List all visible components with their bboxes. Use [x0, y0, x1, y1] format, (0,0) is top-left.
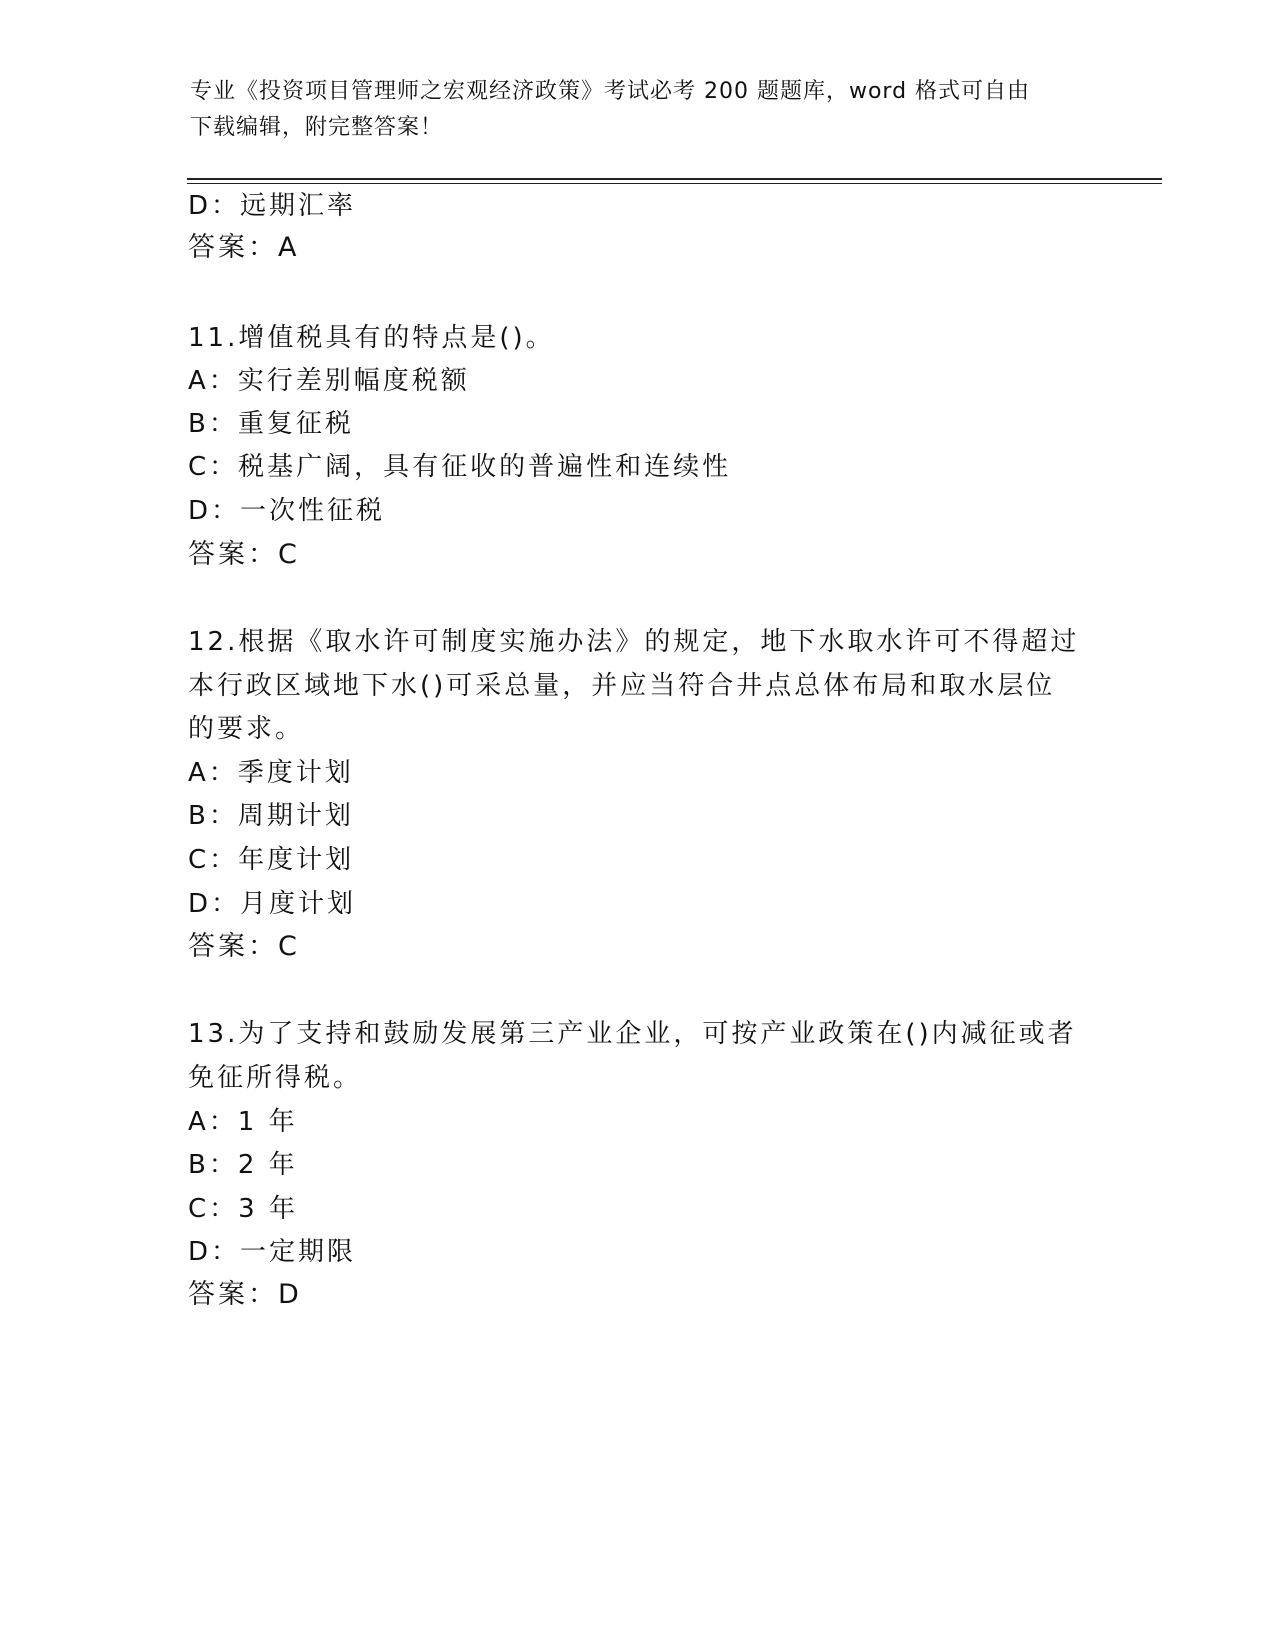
q12-option-d: D：月度计划: [188, 889, 357, 919]
q12-stem-line-3: 的要求。: [188, 714, 305, 744]
q11-answer: 答案：C: [188, 539, 300, 570]
q13-answer: 答案：D: [188, 1279, 302, 1310]
q12-option-a: A：季度计划: [188, 758, 354, 788]
header-divider-thick: [187, 178, 1162, 180]
header-line-1: 专业《投资项目管理师之宏观经济政策》考试必考 200 题题库，word 格式可自由: [190, 79, 1031, 104]
q13-stem-line-1: 13.为了支持和鼓励发展第三产业企业，可按产业政策在()内减征或者: [188, 1019, 1077, 1049]
q12-stem-line-2: 本行政区域地下水()可采总量，并应当符合井点总体布局和取水层位: [188, 671, 1056, 701]
q13-stem-line-2: 免征所得税。: [188, 1063, 363, 1093]
q13-option-c: C：3 年: [188, 1194, 298, 1224]
q13-option-d: D：一定期限: [188, 1237, 357, 1267]
q11-option-c: C：税基广阔，具有征收的普遍性和连续性: [188, 452, 732, 482]
prev-answer: 答案：A: [188, 232, 300, 263]
q11-option-b: B：重复征税: [188, 409, 354, 439]
prev-option-d: D：远期汇率: [188, 191, 357, 221]
q13-option-a: A：1 年: [188, 1107, 298, 1137]
q12-option-b: B：周期计划: [188, 801, 354, 831]
q12-stem-line-1: 12.根据《取水许可制度实施办法》的规定，地下水取水许可不得超过: [188, 627, 1080, 657]
q13-option-b: B：2 年: [188, 1150, 298, 1180]
q11-stem: 11.增值税具有的特点是()。: [188, 323, 555, 353]
q12-option-c: C：年度计划: [188, 845, 355, 875]
q11-option-a: A：实行差别幅度税额: [188, 366, 470, 396]
document-header: [190, 74, 1090, 146]
q12-answer: 答案：C: [188, 931, 300, 962]
header-line-2: 下载编辑，附完整答案！: [190, 115, 444, 140]
q11-option-d: D：一次性征税: [188, 496, 386, 526]
